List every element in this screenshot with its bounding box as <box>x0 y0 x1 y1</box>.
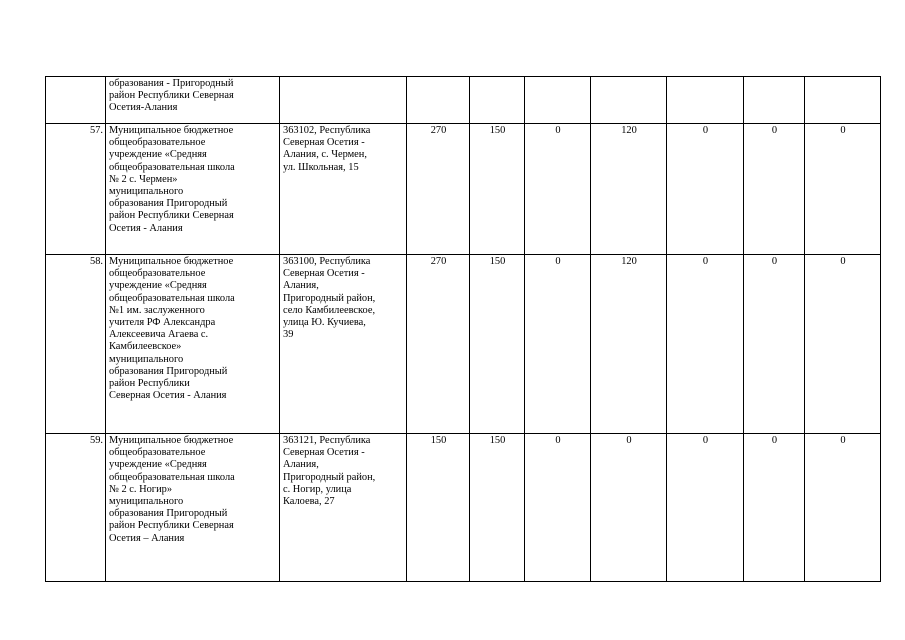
address-line: 363102, Республика <box>283 125 371 136</box>
value-cell: 0 <box>525 124 591 255</box>
row-number-cell: 59. <box>46 434 106 582</box>
institution-name-line: Осетия – Алания <box>109 532 185 544</box>
value-cell: 0 <box>805 124 881 255</box>
value-cell: 0 <box>744 255 805 434</box>
table-row <box>46 77 881 124</box>
institution-name-cell <box>106 77 280 124</box>
institution-name-line: общеобразовательное <box>109 137 206 149</box>
institution-name-line: Осетия - Алания <box>109 222 183 234</box>
row-number-cell <box>46 77 106 124</box>
value-cell: 0 <box>667 124 744 255</box>
address-cell <box>280 77 407 124</box>
value-cell: 150 <box>470 434 525 582</box>
institution-name-line: учителя РФ Александра <box>109 317 216 329</box>
institution-name-line: №1 им. заслуженного <box>109 304 205 316</box>
institution-name-line: муниципального <box>109 496 184 508</box>
row-number-cell: 57. <box>46 124 106 255</box>
institution-name-line: общеобразовательная школа <box>109 292 235 304</box>
institution-name-line: общеобразовательная школа <box>109 471 235 483</box>
institution-name-line: Камбилеевское» <box>109 341 182 353</box>
value-cell: 120 <box>591 124 667 255</box>
value-cell: 0 <box>667 255 744 434</box>
address-line: Алания, <box>283 280 319 292</box>
value-cell <box>805 77 881 124</box>
address-line: 39 <box>283 329 294 341</box>
address-line: 363121, Республика <box>283 435 371 446</box>
institution-name-line: № 2 с. Ногир» <box>109 483 173 495</box>
address-line: Пригородный район, <box>283 292 376 304</box>
institution-name-line: муниципального <box>109 186 184 198</box>
value-cell: 0 <box>667 434 744 582</box>
value-cell: 0 <box>744 434 805 582</box>
value-cell <box>470 77 525 124</box>
institution-name-line: общеобразовательное <box>109 268 206 280</box>
value-cell: 0 <box>525 434 591 582</box>
schools-table <box>45 76 881 582</box>
institution-name-line: учреждение «Средняя <box>109 149 207 161</box>
address-line: Пригородный район, <box>283 471 376 483</box>
table-row <box>46 124 881 255</box>
institution-name-cell <box>106 255 280 434</box>
institution-name-cell <box>106 124 280 255</box>
institution-name-line: общеобразовательная школа <box>109 161 235 173</box>
address-line: 363100, Республика <box>283 256 371 267</box>
value-cell: 150 <box>470 124 525 255</box>
institution-name-line: район Республики Северная <box>109 520 234 532</box>
value-cell <box>525 77 591 124</box>
institution-name-line: муниципального <box>109 353 184 365</box>
institution-name-line: учреждение «Средняя <box>109 280 207 292</box>
value-cell: 150 <box>470 255 525 434</box>
table-row <box>46 434 881 582</box>
institution-name-line: образования Пригородный <box>109 365 228 377</box>
institution-name-line: № 2 с. Чермен» <box>109 173 178 185</box>
institution-name-line: Муниципальное бюджетное <box>109 256 234 267</box>
institution-name-line: образования - Пригородный <box>109 78 234 89</box>
value-cell: 270 <box>407 255 470 434</box>
value-cell <box>407 77 470 124</box>
value-cell: 150 <box>407 434 470 582</box>
institution-name-line: Осетия-Алания <box>109 102 178 114</box>
address-cell <box>280 124 407 255</box>
institution-name-line: район Республики Северная <box>109 90 234 102</box>
address-line: Северная Осетия - <box>283 447 365 459</box>
address-line: село Камбилеевское, <box>283 304 376 316</box>
value-cell: 0 <box>591 434 667 582</box>
institution-name-line: Муниципальное бюджетное <box>109 125 234 136</box>
address-cell <box>280 434 407 582</box>
institution-name-cell <box>106 434 280 582</box>
value-cell <box>591 77 667 124</box>
institution-name-line: общеобразовательное <box>109 447 206 459</box>
address-line: Алания, с. Чермен, <box>283 149 367 161</box>
institution-name-line: район Республики <box>109 378 190 390</box>
institution-name-line: Алексеевича Агаева с. <box>109 329 209 341</box>
row-number-cell: 58. <box>46 255 106 434</box>
value-cell: 0 <box>805 434 881 582</box>
institution-name-line: образования Пригородный <box>109 508 228 520</box>
institution-name-line: образования Пригородный <box>109 198 228 210</box>
institution-name-line: район Республики Северная <box>109 210 234 222</box>
address-line: ул. Школьная, 15 <box>283 161 359 173</box>
value-cell <box>667 77 744 124</box>
address-line: Калоева, 27 <box>283 496 335 508</box>
institution-name-line: Северная Осетия - Алания <box>109 390 227 402</box>
value-cell: 0 <box>805 255 881 434</box>
address-line: улица Ю. Кучиева, <box>283 317 366 329</box>
address-line: Северная Осетия - <box>283 268 365 280</box>
address-line: Северная Осетия - <box>283 137 365 149</box>
address-line: с. Ногир, улица <box>283 483 352 495</box>
address-line: Алания, <box>283 459 319 471</box>
value-cell: 120 <box>591 255 667 434</box>
institution-name-line: Муниципальное бюджетное <box>109 435 234 446</box>
value-cell: 0 <box>525 255 591 434</box>
institution-name-line: учреждение «Средняя <box>109 459 207 471</box>
value-cell <box>744 77 805 124</box>
address-cell <box>280 255 407 434</box>
value-cell: 0 <box>744 124 805 255</box>
table-row <box>46 255 881 434</box>
value-cell: 270 <box>407 124 470 255</box>
